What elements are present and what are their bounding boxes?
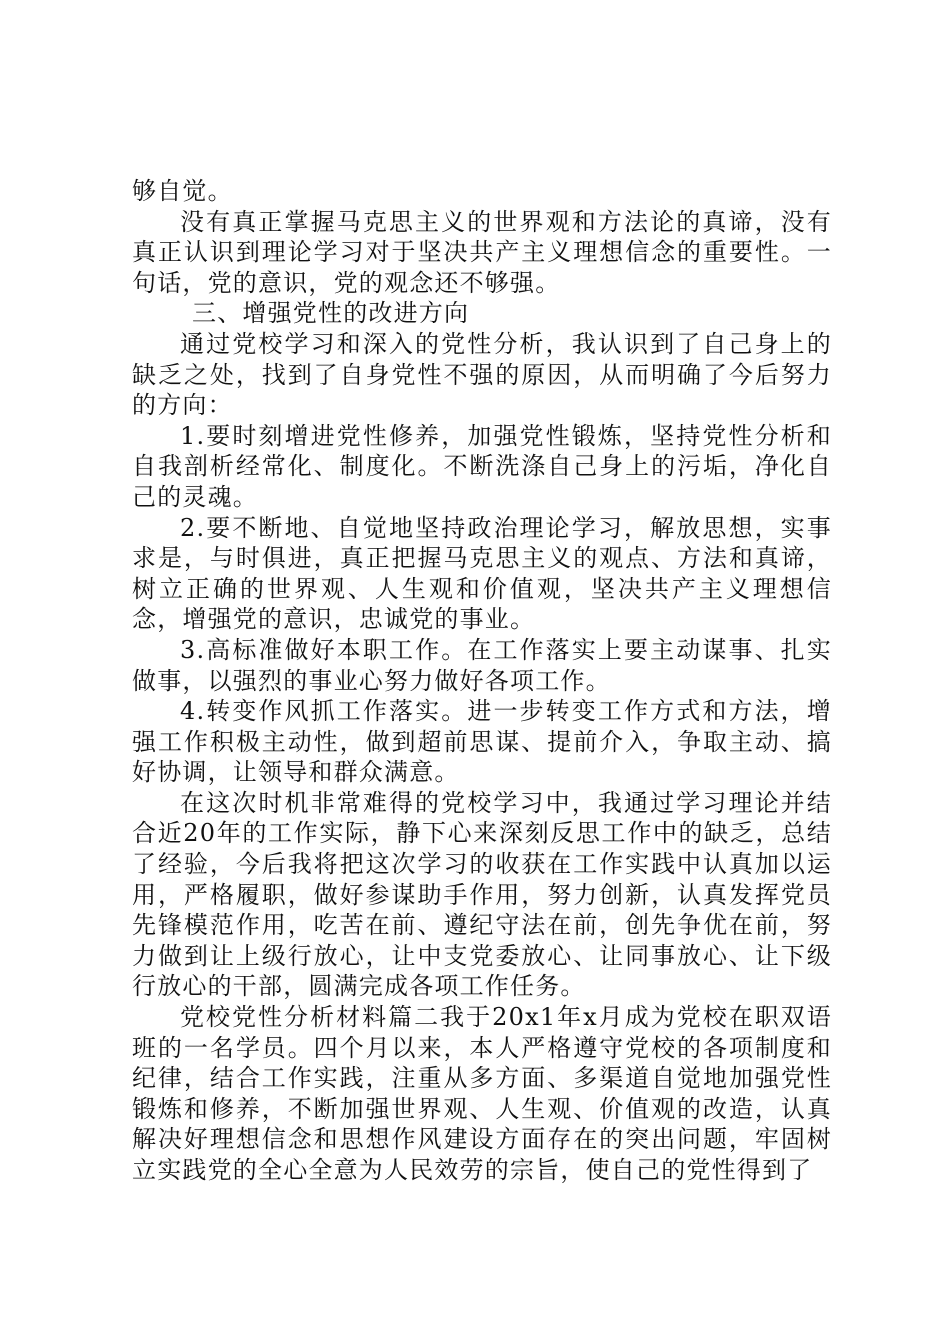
section-heading: 三、增强党性的改进方向 bbox=[192, 299, 470, 328]
list-item-2: 2.要不断地、自觉地坚持政治理论学习，解放思想，实事求是，与时俱进，真正把握马克思主义的观点、方法和真谛，树立正确的世界观、人生观和价值观，坚决共产主义理想信念，增强党的意识，忠诚党的事业。 bbox=[132, 513, 832, 634]
paragraph-part-two: 党校党性分析材料篇二我于20x1年x月成为党校在职双语班的一名学员。四个月以来，本人严格遵守党校的各项制度和纪律，结合工作实践，注重从多方面、多渠道自觉地加强党性锻炼和修养，不断加强世界观、人生观、价值观的改造，认真解决好理想信念和思想作风建设方面存在的突出问题，牢固树立实践党的全心全意为人民效劳的宗旨，使自己的党性得到了 bbox=[132, 1003, 832, 1184]
document-body bbox=[132, 176, 832, 1186]
list-item-1: 1.要时刻增进党性修养，加强党性锻炼，坚持党性分析和自我剖析经常化、制度化。不断洗涤自己身上的污垢，净化自己的灵魂。 bbox=[132, 421, 832, 511]
paragraph-continuation: 够自觉。 bbox=[132, 177, 233, 205]
paragraph-summary: 在这次时机非常难得的党校学习中，我通过学习理论并结合近20年的工作实际，静下心来深刻反思工作中的缺乏，总结了经验，今后我将把这次学习的收获在工作实践中认真加以运用，严格履职，做好参谋助手作用，努力创新，认真发挥党员先锋模范作用，吃苦在前、遵纪守法在前，创先争优在前，努力做到让上级行放心，让中支党委放心、让同事放心、让下级行放心的干部，圆满完成各项工作任务。 bbox=[132, 788, 832, 1001]
list-item-3: 3.高标准做好本职工作。在工作落实上要主动谋事、扎实做事，以强烈的事业心努力做好各项工作。 bbox=[132, 635, 832, 695]
paragraph-direction-intro: 通过党校学习和深入的党性分析，我认识到了自己身上的缺乏之处，找到了自身党性不强的原因，从而明确了今后努力的方向： bbox=[132, 329, 832, 420]
list-item-4: 4.转变作风抓工作落实。进一步转变工作方式和方法，增强工作积极主动性，做到超前思谋、提前介入，争取主动、搞好协调，让领导和群众满意。 bbox=[132, 697, 832, 787]
paragraph-theory-study: 没有真正掌握马克思主义的世界观和方法论的真谛，没有真正认识到理论学习对于坚决共产主义理想信念的重要性。一句话，党的意识，党的观念还不够强。 bbox=[132, 207, 832, 297]
